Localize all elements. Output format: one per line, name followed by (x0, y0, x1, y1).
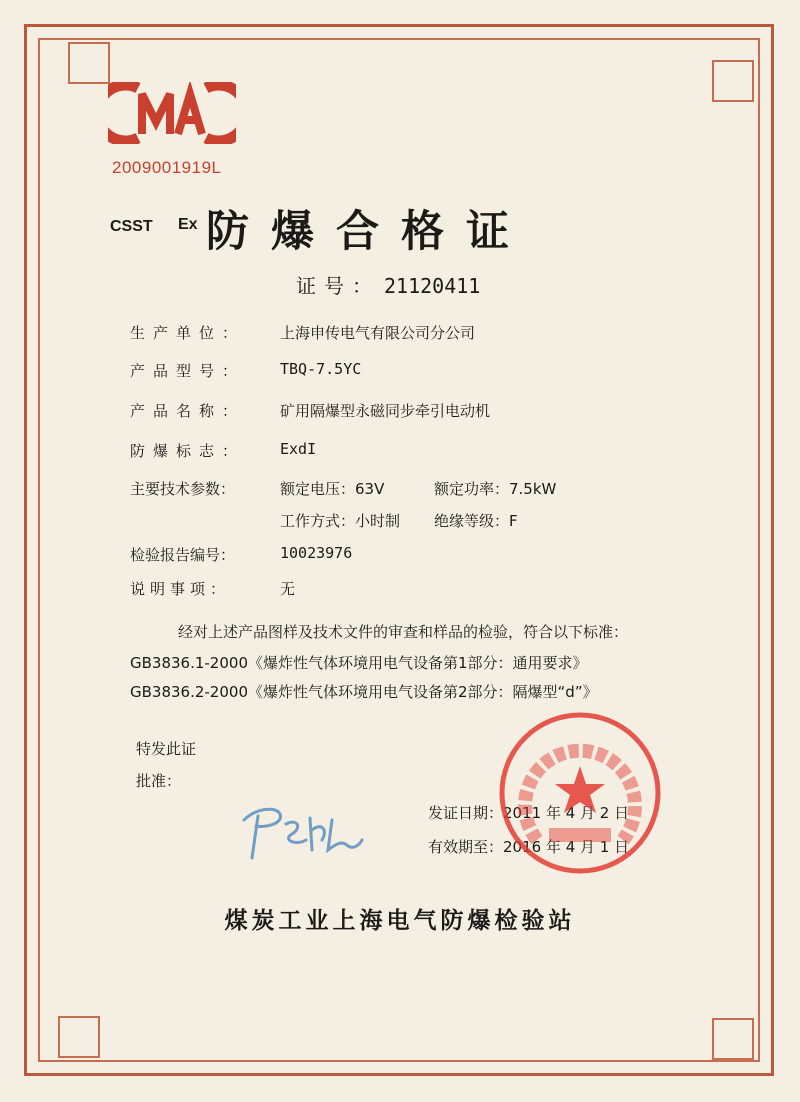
rated-voltage: 额定电压：63V (280, 480, 385, 498)
corner-ornament-bottom-right (712, 1018, 754, 1060)
issuer-footer: 煤炭工业上海电气防爆检验站 (224, 908, 576, 934)
page-title: 防爆合格证 (206, 207, 531, 257)
ex-mark-value: ExdI (280, 440, 317, 458)
certificate-number-label: 证号： (296, 274, 380, 298)
duty-type: 工作方式：小时制 (280, 512, 401, 530)
corner-ornament-bottom-left (58, 1016, 100, 1058)
model-label: 产品型号： (130, 362, 246, 380)
ex-mark-label: 防爆标志： (130, 442, 246, 460)
standard-1: GB3836.1-2000《爆炸性气体环境用电气设备第1部分：通用要求》 (130, 654, 588, 672)
issue-date: 发证日期：2011 年 4 月 2 日 (428, 804, 630, 822)
manufacturer-label: 生产单位： (130, 324, 246, 342)
report-number-value: 10023976 (280, 544, 353, 562)
product-name-label: 产品名称： (130, 402, 246, 420)
params-label: 主要技术参数： (130, 480, 236, 498)
product-name-value: 矿用隔爆型永磁同步牵引电动机 (280, 402, 491, 420)
standard-2: GB3836.2-2000《爆炸性气体环境用电气设备第2部分：隔爆型“d”》 (130, 683, 598, 701)
certificate-number-value: 21120411 (384, 274, 481, 298)
special-issue-text: 特发此证 (136, 740, 197, 758)
insulation-class: 绝缘等级：F (434, 512, 518, 530)
model-value: TBQ-7.5YC (280, 360, 362, 378)
manufacturer-value: 上海申传电气有限公司分公司 (280, 324, 476, 342)
signature (236, 800, 366, 862)
title-prefix-ex: Ex (178, 216, 198, 233)
certificate-number (296, 270, 480, 299)
notes-value: 无 (280, 580, 296, 598)
cma-number: 2009001919L (112, 158, 222, 177)
report-number-label: 检验报告编号： (130, 546, 236, 564)
statement-intro: 经对上述产品图样及技术文件的审查和样品的检验，符合以下标准： (178, 623, 629, 641)
notes-label: 说明事项： (130, 580, 231, 598)
rated-power: 额定功率：7.5kW (434, 480, 557, 498)
corner-ornament-top-left (68, 42, 110, 84)
title-prefix-csst: CSST (110, 218, 153, 235)
official-seal (497, 710, 663, 876)
valid-until-date: 有效期至：2016 年 4 月 1 日 (428, 838, 630, 856)
corner-ornament-top-right (712, 60, 754, 102)
cma-logo (108, 82, 236, 144)
approver-label: 批准： (136, 772, 182, 790)
